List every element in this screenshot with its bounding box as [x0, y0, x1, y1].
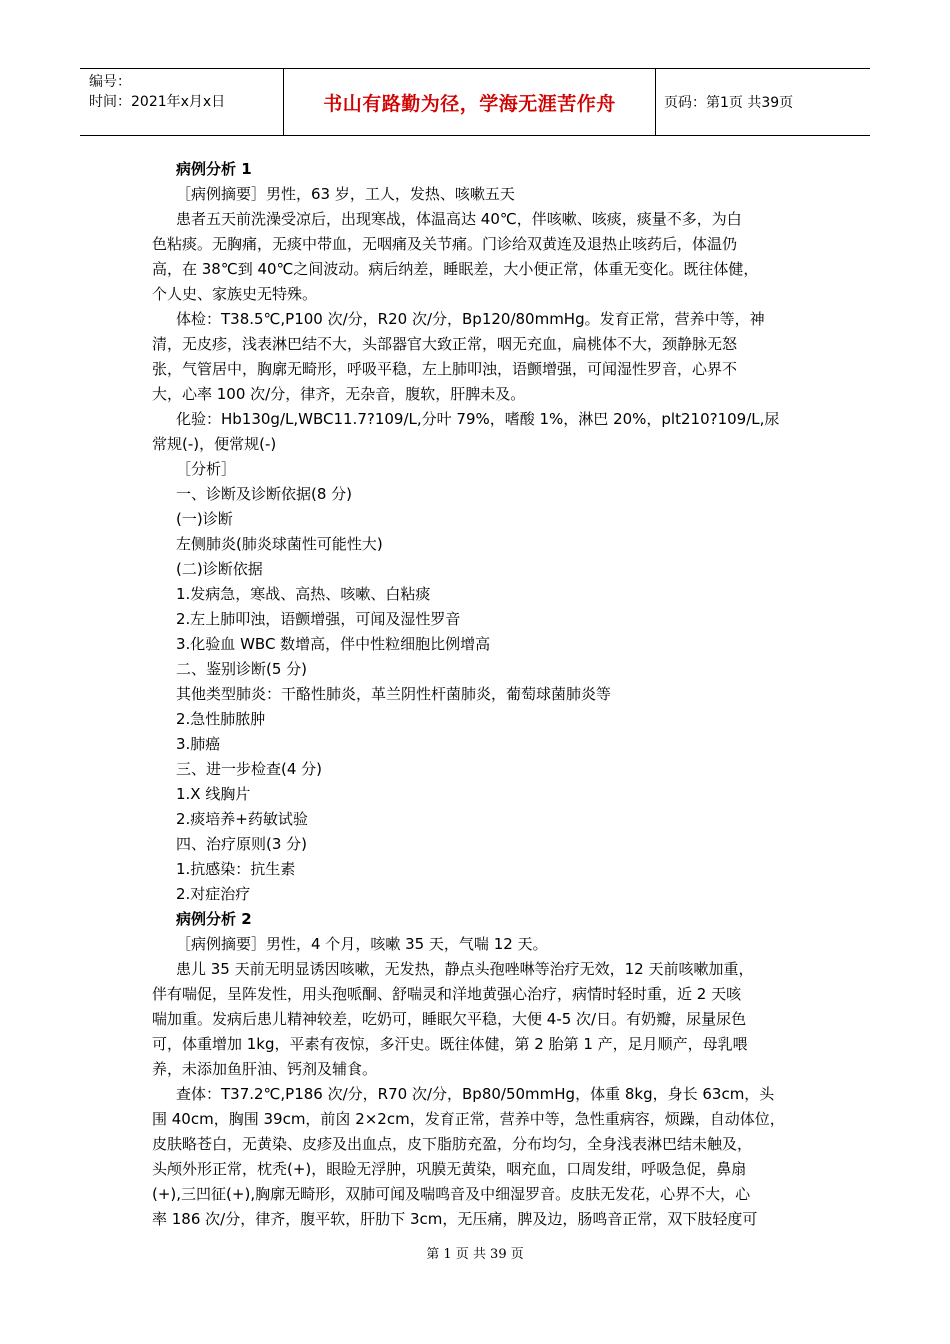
case-title: 病例分析 2: [176, 910, 252, 928]
document-body: [152, 157, 812, 1232]
list-item: 1.发病急，寒战、高热、咳嗽、白粘痰: [176, 585, 431, 603]
section-heading: 四、治疗原则(3 分): [176, 835, 308, 853]
paragraph-line: 张，气管居中，胸廓无畸形，呼吸平稳，左上肺叩浊，语颤增强，可闻湿性罗音，心界不: [152, 360, 738, 378]
paragraph-line: 伴有喘促，呈阵发性，用头孢哌酮、舒喘灵和洋地黄强心治疗，病情时轻时重，近 2 天咳: [152, 985, 742, 1003]
list-item: 2.对症治疗: [176, 885, 251, 903]
paragraph-line: 头颅外形正常，枕秃(+)，眼睑无浮肿，巩膜无黄染，咽充血，口周发绀，呼吸急促，鼻扇: [152, 1160, 747, 1178]
paragraph-line: 高，在 38℃到 40℃之间波动。病后纳差，睡眠差，大小便正常，体重无变化。既往体健，: [152, 260, 759, 278]
header-meta: [89, 72, 225, 112]
doc-date: 时间：2021年x月x日: [89, 94, 226, 110]
paragraph-line: 化验：Hb130g/L,WBC11.7?109/L,分叶 79%，嗜酸 1%，淋巴 20%，plt210?109/L,尿: [176, 410, 780, 428]
case-summary: ［病例摘要］男性，4 个月，咳嗽 35 天，气喘 12 天。: [176, 935, 548, 953]
list-item: 3.化验血 WBC 数增高，伴中性粒细胞比例增高: [176, 635, 491, 653]
header-motto: 书山有路勤为径，学海无涯苦作舟: [323, 92, 616, 115]
paragraph-line: 喘加重。发病后患儿精神较差，吃奶可，睡眠欠平稳，大便 4-5 次/日。有奶瓣，尿量尿色: [152, 1010, 747, 1028]
list-item: (一)诊断: [176, 510, 233, 528]
header-divider: [655, 68, 656, 136]
paragraph-line: 率 186 次/分，律齐，腹平软，肝肋下 3cm，无压痛，脾及边，肠鸣音正常，双下肢轻度可: [152, 1210, 758, 1228]
page-header: [80, 68, 870, 136]
paragraph-line: 患儿 35 天前无明显诱因咳嗽，无发热，静点头孢唑啉等治疗无效，12 天前咳嗽加重，: [176, 960, 754, 978]
case-summary: ［病例摘要］男性，63 岁，工人，发热、咳嗽五天: [176, 185, 515, 203]
list-item: 1.X 线胸片: [176, 785, 251, 803]
paragraph-line: 个人史、家族史无特殊。: [152, 285, 318, 303]
section-heading: 一、诊断及诊断依据(8 分): [176, 485, 353, 503]
list-item: 2.痰培养+药敏试验: [176, 810, 308, 828]
section-heading: ［分析］: [176, 460, 237, 478]
paragraph-line: 皮肤略苍白，无黄染、皮疹及出血点，皮下脂肪充盈，分布均匀，全身浅表淋巴结未触及，: [152, 1135, 753, 1153]
page-footer: 第 1 页 共 39 页: [426, 1247, 524, 1262]
section-heading: 三、进一步检查(4 分): [176, 760, 323, 778]
paragraph-line: 患者五天前洗澡受凉后，出现寒战，体温高达 40℃，伴咳嗽、咳痰，痰量不多，为白: [176, 210, 742, 228]
list-item: 2.左上肺叩浊，语颤增强，可闻及湿性罗音: [176, 610, 461, 628]
list-item: 3.肺癌: [176, 735, 221, 753]
paragraph-line: 可，体重增加 1kg，平素有夜惊，多汗史。既往体健，第 2 胎第 1 产，足月顺产，母乳喂: [152, 1035, 748, 1053]
paragraph-line: 常规(-)，便常规(-): [152, 435, 277, 453]
paragraph-line: 养，未添加鱼肝油、钙剂及辅食。: [152, 1060, 378, 1078]
list-item: 2.急性肺脓肿: [176, 710, 266, 728]
doc-number: 编号：: [89, 74, 131, 90]
section-heading: 二、鉴别诊断(5 分): [176, 660, 308, 678]
list-item: (二)诊断依据: [176, 560, 263, 578]
paragraph-line: 围 40cm，胸围 39cm，前囟 2×2cm，发育正常，营养中等，急性重病容，烦躁，自动体位，: [152, 1110, 785, 1128]
paragraph-line: 色粘痰。无胸痛，无痰中带血，无咽痛及关节痛。门诊给双黄连及退热止咳药后，体温仍: [152, 235, 738, 253]
paragraph-line: 体检：T38.5℃,P100 次/分，R20 次/分，Bp120/80mmHg。发育正常，营养中等，神: [176, 310, 765, 328]
paragraph-line: 清，无皮疹，浅表淋巴结不大，头部器官大致正常，咽无充血，扁桃体不大，颈静脉无怒: [152, 335, 738, 353]
list-item: 左侧肺炎(肺炎球菌性可能性大): [176, 535, 383, 553]
paragraph-line: 查体：T37.2℃,P186 次/分，R70 次/分，Bp80/50mmHg，体重 8kg，身长 63cm，头: [176, 1085, 775, 1103]
list-item: 1.抗感染：抗生素: [176, 860, 296, 878]
paragraph-line: 大，心率 100 次/分，律齐，无杂音，腹软，肝脾未及。: [152, 385, 526, 403]
paragraph-line: (+),三凹征(+),胸廓无畸形，双肺可闻及喘鸣音及中细湿罗音。皮肤无发花，心界不大，心: [152, 1185, 751, 1203]
header-page-info: 页码：第1页 共39页: [664, 95, 794, 111]
list-item: 其他类型肺炎：干酪性肺炎，革兰阴性杆菌肺炎，葡萄球菌肺炎等: [176, 685, 612, 703]
case-title: 病例分析 1: [176, 160, 252, 178]
